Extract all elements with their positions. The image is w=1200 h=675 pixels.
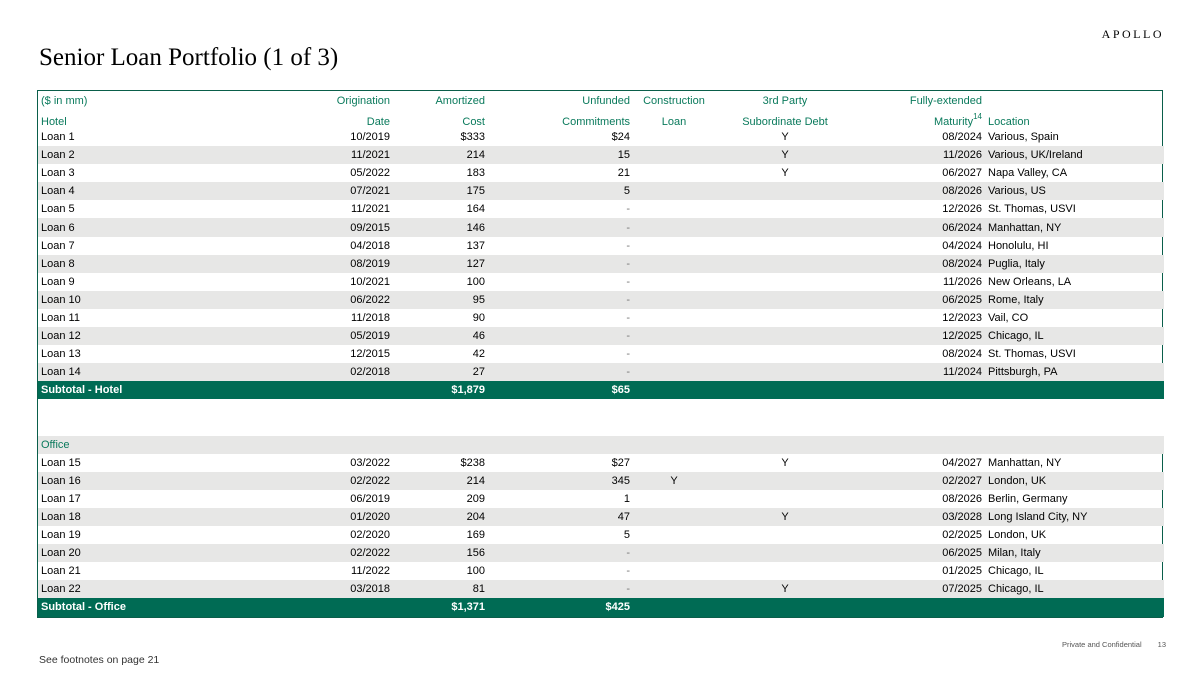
cell-unfunded-commitments: - [626,311,630,324]
cell-location: Various, US [985,182,1164,200]
cell-location: Various, Spain [988,131,1059,144]
cell-unfunded-commitments: $27 [611,456,630,469]
cell-location [985,598,1164,616]
cell-origination-date: 09/2015 [248,218,393,236]
cell-origination-date: 11/2018 [351,311,390,324]
table-row [38,309,1164,327]
subtotal-row-office [38,598,1164,616]
cell-subordinate-debt [715,490,855,508]
cell-subordinate-debt [715,526,855,544]
footnote-reference: See footnotes on page 21 [39,654,160,666]
loan-portfolio-table-container [37,90,1163,618]
cell-name: Loan 2 [38,146,248,164]
header-construction-loan [633,91,715,110]
cell-subordinate-debt [715,218,855,236]
cell-amortized-cost: 156 [393,544,488,562]
cell-maturity: 02/2025 [942,529,982,542]
cell-location: Milan, Italy [985,544,1164,562]
cell-construction-loan [633,598,715,616]
cell-origination-date: 02/2018 [248,363,393,381]
cell-construction-loan [633,291,715,309]
cell-unfunded-commitments: 5 [488,182,633,200]
cell-construction-loan [633,218,715,236]
cell-construction-loan [633,381,715,399]
cell-location: Chicago, IL [985,580,1164,598]
cell-construction-loan [633,200,715,218]
cell-subordinate-debt [715,381,855,399]
header-label: Cost [462,116,485,128]
cell-origination-date: 04/2018 [350,239,390,252]
cell-unfunded-commitments: - [488,544,633,562]
cell-amortized-cost: 183 [466,167,485,180]
cell-name: Loan 22 [38,580,248,598]
table-row [38,345,1164,363]
cell-name: Loan 4 [38,182,248,200]
table-row [38,490,1164,508]
cell-construction-loan [633,164,715,182]
header-location [985,91,1164,110]
table-row [38,508,1164,526]
cell-amortized-cost: 100 [466,275,485,288]
cell-name: Loan 3 [41,167,75,180]
cell-amortized-cost: 95 [393,291,488,309]
cell-construction-loan [633,562,715,580]
cell-location: London, UK [988,529,1047,542]
cell-construction-loan [633,182,715,200]
cell-maturity [855,381,985,399]
cell-amortized-cost: 81 [393,580,488,598]
cell-maturity: 02/2027 [855,472,985,490]
cell-construction-loan [633,273,715,291]
table-row [38,580,1164,598]
cell-origination-date: 10/2019 [350,131,390,144]
cell-maturity: 06/2027 [942,167,982,180]
cell-name: Loan 21 [41,565,81,578]
cell-name: Loan 12 [38,327,248,345]
cell-location: Long Island City, NY [985,508,1164,526]
cell-amortized-cost: 137 [466,239,485,252]
table-row [38,182,1164,200]
cell-amortized-cost: 204 [393,508,488,526]
spacer-row [38,399,1164,417]
cell-unfunded-commitments: 21 [617,167,630,180]
cell-construction-loan: Y [633,472,715,490]
cell-unfunded-commitments: 47 [488,508,633,526]
maturity-footnote-marker: 14 [973,112,982,121]
cell-amortized-cost: 164 [466,203,485,216]
cell-subordinate-debt [715,273,855,291]
cell-amortized-cost: 209 [466,492,485,505]
table-row [38,544,1164,562]
cell-subordinate-debt [715,255,855,273]
header-label: Amortized [435,94,485,107]
cell-location: Various, UK/Ireland [985,146,1164,164]
cell-subordinate-debt [715,598,855,616]
cell-origination-date: 02/2022 [248,472,393,490]
cell-location: St. Thomas, USVI [988,348,1076,361]
cell-origination-date: 11/2021 [248,146,393,164]
table-row [38,273,1164,291]
header-construction-loan [633,110,715,128]
table-row [38,237,1164,255]
cell-maturity: 03/2028 [855,508,985,526]
cell-name: Loan 10 [38,291,248,309]
cell-unfunded-commitments: - [626,565,630,578]
cell-unfunded-commitments: 5 [623,529,630,542]
cell-maturity: 11/2026 [855,146,985,164]
cell-unfunded-commitments: - [488,218,633,236]
header-label: 3rd Party [762,94,808,107]
cell-origination-date [248,598,393,616]
cell-unfunded-commitments: $24 [611,131,630,144]
cell-construction-loan [633,454,715,472]
cell-construction-loan [633,544,715,562]
header-label: Maturity [933,116,974,128]
cell-maturity [855,598,985,616]
cell-origination-date: 08/2019 [248,255,393,273]
cell-construction-loan [633,237,715,255]
cell-construction-loan [633,508,715,526]
cell-unfunded-commitments: $425 [488,598,633,616]
confidential-note [1062,640,1166,649]
cell-maturity: 12/2023 [942,311,982,324]
cell-unfunded-commitments: - [488,363,633,381]
table-row [38,128,1164,146]
cell-location: Manhattan, NY [988,456,1062,469]
cell-location: Honolulu, HI [988,239,1049,252]
cell-unfunded-commitments: - [626,348,630,361]
header-maturity [855,91,985,110]
section-row-office [38,436,1164,454]
cell-subordinate-debt [715,327,855,345]
cell-origination-date: 11/2022 [351,565,390,578]
table-row [38,526,1164,544]
header-label: Commitments [562,116,630,128]
header-label: ($ in mm) [41,94,88,107]
header-name [38,91,248,110]
table-row [38,164,1164,182]
cell-unfunded-commitments: - [488,255,633,273]
cell-location: Rome, Italy [985,291,1164,309]
cell-amortized-cost: 46 [393,327,488,345]
loan-portfolio-table [38,91,1164,617]
cell-location: Vail, CO [988,311,1029,324]
cell-name: Loan 7 [41,239,75,252]
cell-amortized-cost: 100 [466,565,485,578]
table-row [38,472,1164,490]
cell-origination-date: 02/2020 [350,529,390,542]
cell-subordinate-debt: Y [715,508,855,526]
cell-name: Loan 11 [41,311,80,324]
cell-name: Loan 20 [38,544,248,562]
cell-unfunded-commitments: 15 [488,146,633,164]
cell-origination-date: 03/2018 [248,580,393,598]
spacer-cell [38,399,1164,417]
header-row-2 [38,110,1164,128]
cell-location [985,381,1164,399]
cell-construction-loan [633,327,715,345]
cell-amortized-cost: 27 [393,363,488,381]
cell-origination-date: 02/2022 [248,544,393,562]
cell-unfunded-commitments: - [488,291,633,309]
cell-name: Loan 1 [41,131,75,144]
cell-subordinate-debt [715,291,855,309]
header-amortized-cost [393,110,488,128]
header-label: Subordinate Debt [742,116,828,128]
cell-name: Subtotal - Hotel [38,381,248,399]
cell-origination-date: 05/2019 [248,327,393,345]
table-row [38,562,1164,580]
cell-maturity: 04/2027 [942,456,982,469]
header-name [38,110,248,128]
table-row [38,327,1164,345]
header-label: Construction [643,94,705,107]
cell-maturity: 06/2025 [855,291,985,309]
cell-construction-loan [633,580,715,598]
cell-subordinate-debt: Y [781,131,789,144]
cell-name: Loan 16 [38,472,248,490]
page-number: 13 [1157,640,1166,649]
section-label-office: Office [38,436,1164,454]
table-row [38,218,1164,236]
cell-origination-date: 05/2022 [350,167,390,180]
cell-unfunded-commitments: - [488,327,633,345]
table-header [38,91,1164,128]
cell-unfunded-commitments: 345 [488,472,633,490]
header-origination-date [248,91,393,110]
cell-name: Loan 19 [41,529,81,542]
cell-maturity: 01/2025 [942,565,982,578]
cell-construction-loan [633,490,715,508]
cell-name: Loan 15 [41,456,81,469]
cell-construction-loan [633,255,715,273]
cell-subordinate-debt [715,562,855,580]
cell-amortized-cost: $1,371 [393,598,488,616]
cell-construction-loan [633,128,715,146]
cell-maturity: 11/2024 [855,363,985,381]
cell-maturity: 06/2025 [855,544,985,562]
header-label: Date [366,116,390,128]
cell-location: St. Thomas, USVI [988,203,1076,216]
cell-unfunded-commitments: - [488,580,633,598]
cell-amortized-cost: 146 [393,218,488,236]
page-title: Senior Loan Portfolio (1 of 3) [39,44,339,71]
header-subordinate-debt [715,91,855,110]
cell-unfunded-commitments: - [626,275,630,288]
spacer-cell [38,418,1164,436]
cell-subordinate-debt [715,363,855,381]
apollo-logo: APOLLO [1101,27,1164,41]
header-row-1 [38,91,1164,110]
spacer-row [38,418,1164,436]
cell-amortized-cost: 169 [466,529,485,542]
cell-amortized-cost: $1,879 [393,381,488,399]
header-label: Origination [336,94,390,107]
header-label: Loan [661,116,687,128]
cell-origination-date: 03/2022 [350,456,390,469]
cell-unfunded-commitments: $65 [488,381,633,399]
cell-amortized-cost: 127 [393,255,488,273]
table-body [38,128,1164,617]
table-row [38,363,1164,381]
cell-location: New Orleans, LA [988,275,1072,288]
table-row [38,291,1164,309]
cell-location: Puglia, Italy [985,255,1164,273]
table-row [38,255,1164,273]
cell-amortized-cost: $238 [460,456,485,469]
cell-amortized-cost: $333 [460,131,485,144]
cell-location: London, UK [985,472,1164,490]
cell-name: Loan 14 [38,363,248,381]
cell-amortized-cost: 42 [472,348,485,361]
cell-location: Manhattan, NY [985,218,1164,236]
cell-origination-date: 01/2020 [248,508,393,526]
header-unfunded-commitments [488,91,633,110]
header-origination-date [248,110,393,128]
cell-name: Loan 5 [41,203,75,216]
cell-subordinate-debt: Y [781,167,789,180]
cell-amortized-cost: 214 [393,146,488,164]
cell-subordinate-debt [715,544,855,562]
table-row [38,146,1164,164]
cell-subordinate-debt [715,345,855,363]
cell-subordinate-debt: Y [715,146,855,164]
header-label: Fully-extended [909,94,982,107]
cell-maturity: 06/2024 [855,218,985,236]
cell-maturity: 07/2025 [855,580,985,598]
cell-construction-loan [633,146,715,164]
cell-location: Berlin, Germany [988,492,1068,505]
cell-origination-date: 06/2019 [350,492,390,505]
cell-unfunded-commitments: - [626,203,630,216]
table-row [38,200,1164,218]
header-subordinate-debt [715,110,855,128]
header-amortized-cost [393,91,488,110]
header-unfunded-commitments [488,110,633,128]
cell-unfunded-commitments: - [626,239,630,252]
cell-origination-date: 12/2015 [350,348,390,361]
header-label: Location [988,116,1030,128]
cell-amortized-cost: 214 [393,472,488,490]
cell-maturity: 08/2024 [942,348,982,361]
cell-subordinate-debt: Y [781,456,789,469]
header-label: Hotel [41,116,67,128]
cell-location: Pittsburgh, PA [985,363,1164,381]
cell-location: Napa Valley, CA [988,167,1068,180]
cell-subordinate-debt: Y [715,580,855,598]
cell-subordinate-debt [715,182,855,200]
cell-name: Subtotal - Office [38,598,248,616]
cell-name: Loan 9 [41,275,75,288]
cell-subordinate-debt [715,237,855,255]
cell-construction-loan [633,309,715,327]
confidential-label: Private and Confidential [1062,640,1142,649]
table-row [38,454,1164,472]
cell-name: Loan 13 [41,348,81,361]
cell-maturity: 08/2026 [942,492,982,505]
cell-maturity: 12/2025 [855,327,985,345]
cell-construction-loan [633,363,715,381]
cell-unfunded-commitments: 1 [623,492,630,505]
header-location [985,110,1164,128]
cell-construction-loan [633,526,715,544]
cell-origination-date: 10/2021 [350,275,390,288]
cell-construction-loan [633,345,715,363]
cell-subordinate-debt [715,200,855,218]
cell-name: Loan 6 [38,218,248,236]
header-maturity [855,110,985,128]
cell-amortized-cost: 90 [472,311,485,324]
header-label: Unfunded [582,94,630,107]
cell-name: Loan 18 [38,508,248,526]
cell-origination-date: 06/2022 [248,291,393,309]
cell-origination-date: 11/2021 [351,203,390,216]
cell-origination-date: 07/2021 [248,182,393,200]
cell-maturity: 04/2024 [942,239,982,252]
cell-location: Chicago, IL [985,327,1164,345]
cell-amortized-cost: 175 [393,182,488,200]
subtotal-row-hotel [38,381,1164,399]
cell-maturity: 12/2026 [942,203,982,216]
cell-origination-date [248,381,393,399]
cell-maturity: 08/2024 [942,131,982,144]
cell-maturity: 11/2026 [943,275,982,288]
cell-subordinate-debt [715,309,855,327]
cell-location: Chicago, IL [988,565,1044,578]
cell-subordinate-debt [715,472,855,490]
cell-name: Loan 17 [41,492,81,505]
cell-maturity: 08/2024 [855,255,985,273]
cell-name: Loan 8 [38,255,248,273]
cell-maturity: 08/2026 [855,182,985,200]
